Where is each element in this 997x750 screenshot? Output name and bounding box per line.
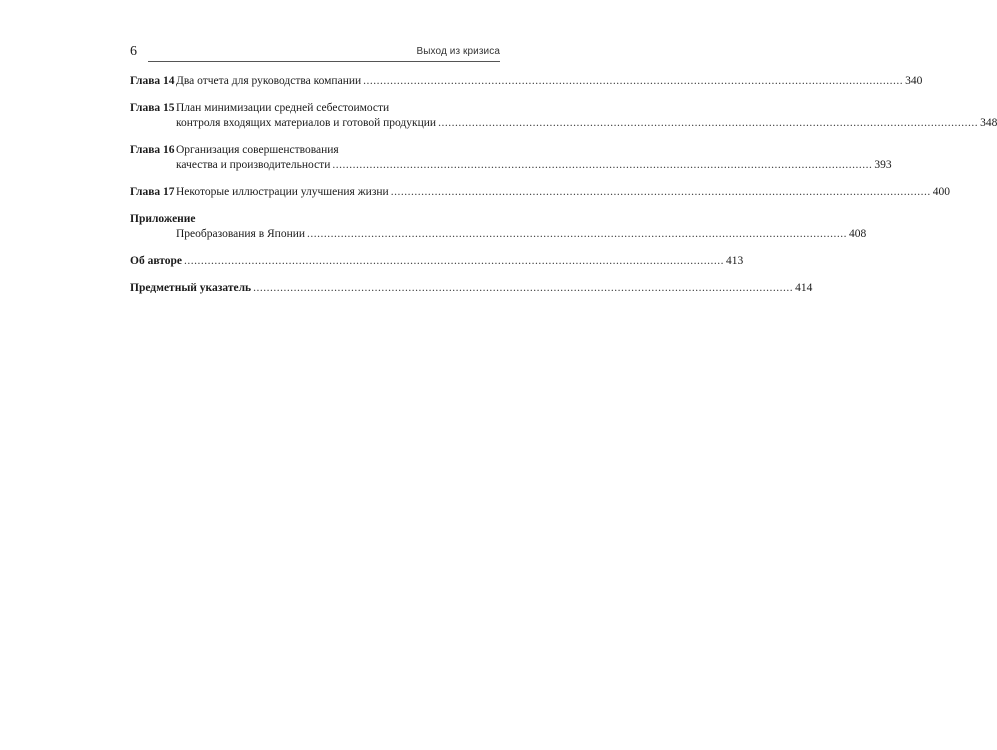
leader-dots bbox=[253, 281, 793, 296]
leader-dots bbox=[363, 74, 903, 89]
leader-dots bbox=[391, 185, 931, 200]
toc-entry-chapter-16[interactable] bbox=[130, 143, 892, 173]
page-header bbox=[130, 44, 500, 62]
appendix-title: Преобразования в Японии bbox=[176, 228, 306, 240]
about-author-title: Об авторе bbox=[130, 255, 182, 267]
appendix-label: Приложение bbox=[130, 213, 196, 225]
leader-dots bbox=[438, 116, 978, 131]
page-ref: 400 bbox=[932, 186, 950, 198]
page-number: 6 bbox=[130, 44, 137, 59]
chapter-title: Некоторые иллюстрации улучшения жизни bbox=[176, 186, 389, 198]
toc-entry-chapter-17[interactable] bbox=[130, 185, 950, 200]
chapter-title-line-1: План минимизации средней себестоимости bbox=[176, 102, 390, 114]
toc-entry-chapter-14[interactable] bbox=[130, 74, 923, 89]
table-of-contents bbox=[130, 74, 997, 308]
subject-index-title: Предметный указатель bbox=[130, 282, 252, 294]
chapter-title: Два отчета для руководства компании bbox=[176, 75, 362, 87]
page-ref: 348 bbox=[980, 117, 997, 129]
chapter-label: Глава 16 bbox=[130, 144, 175, 156]
leader-dots bbox=[307, 227, 847, 242]
chapter-title-line-1: Организация совершенствования bbox=[176, 144, 339, 156]
chapter-title-line-2: качества и производительности bbox=[176, 159, 331, 171]
page-ref: 340 bbox=[905, 75, 923, 87]
page-ref: 393 bbox=[874, 159, 892, 171]
leader-dots bbox=[184, 254, 724, 269]
page-ref: 414 bbox=[795, 282, 813, 294]
running-title: Выход из кризиса bbox=[416, 46, 500, 57]
toc-entry-subject-index[interactable] bbox=[130, 281, 813, 296]
header-rule bbox=[148, 61, 500, 62]
page-ref: 413 bbox=[726, 255, 744, 267]
chapter-label: Глава 17 bbox=[130, 186, 175, 198]
toc-entry-appendix[interactable] bbox=[130, 212, 867, 242]
toc-entry-chapter-15[interactable] bbox=[130, 101, 997, 131]
chapter-label: Глава 14 bbox=[130, 75, 175, 87]
chapter-label: Глава 15 bbox=[130, 102, 175, 114]
chapter-title-line-2: контроля входящих материалов и готовой продукции bbox=[176, 117, 437, 129]
toc-entry-about-author[interactable] bbox=[130, 254, 744, 269]
page-ref: 408 bbox=[849, 228, 867, 240]
leader-dots bbox=[332, 158, 872, 173]
